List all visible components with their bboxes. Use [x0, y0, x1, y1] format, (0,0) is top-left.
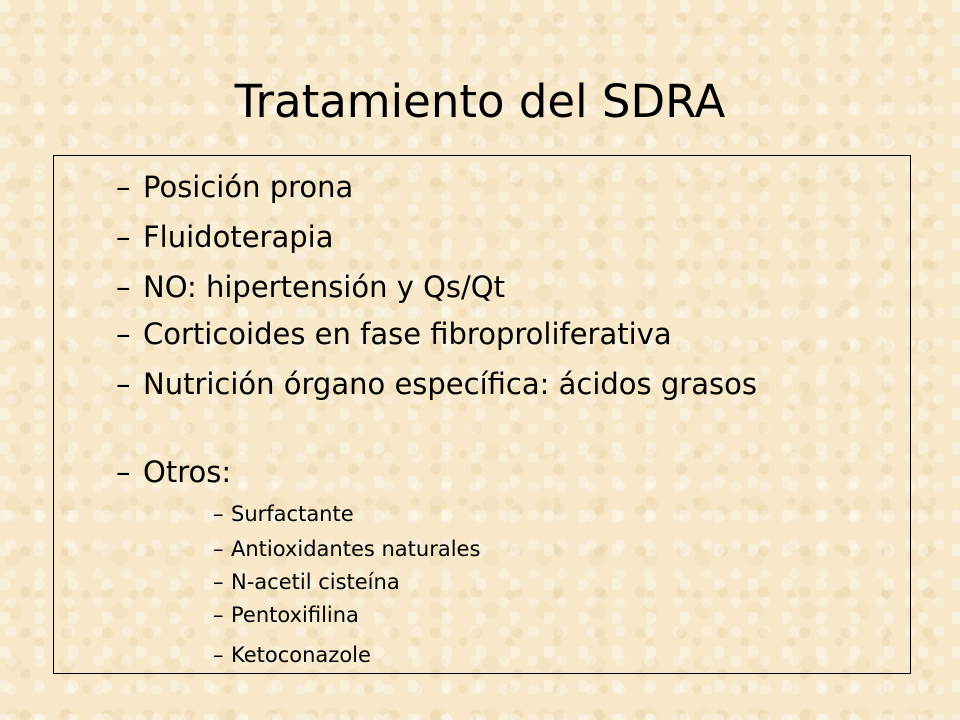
sub-bullet-item: [213, 501, 813, 527]
bullet-dash: –: [116, 367, 131, 401]
bullet-dash: –: [116, 220, 131, 254]
bullet-text: Fluidoterapia: [143, 220, 334, 254]
sub-bullet-dash: –: [213, 603, 224, 627]
bullet-item: [116, 456, 856, 488]
bullet-dash: –: [116, 317, 131, 351]
sub-bullet-item: [213, 569, 813, 595]
bullet-dash: –: [116, 270, 131, 304]
sub-bullet-dash: –: [213, 502, 224, 526]
sub-bullet-dash: –: [213, 537, 224, 561]
sub-bullet-item: [213, 642, 813, 668]
sub-bullet-text: Antioxidantes naturales: [231, 537, 481, 561]
sub-bullet-item: [213, 602, 813, 628]
bullet-item: [116, 271, 856, 303]
sub-bullet-text: Ketoconazole: [231, 643, 371, 667]
bullet-item: [116, 221, 856, 253]
sub-bullet-text: Pentoxifilina: [231, 603, 359, 627]
slide-title: Tratamiento del SDRA: [234, 75, 726, 128]
bullet-item: [116, 368, 856, 400]
sub-bullet-text: N-acetil cisteína: [231, 570, 400, 594]
bullet-dash: –: [116, 455, 131, 489]
bullet-text: Corticoides en fase fibroproliferativa: [143, 317, 672, 351]
sub-bullet-text: Surfactante: [231, 502, 354, 526]
bullet-item: [116, 318, 856, 350]
bullet-dash: –: [116, 170, 131, 204]
bullet-item: [116, 171, 856, 203]
bullet-text: NO: hipertensión y Qs/Qt: [143, 270, 505, 304]
bullet-text: Nutrición órgano específica: ácidos grasos: [143, 367, 757, 401]
sub-bullet-dash: –: [213, 570, 224, 594]
sub-bullet-dash: –: [213, 643, 224, 667]
bullet-text: Posición prona: [143, 170, 354, 204]
bullet-text: Otros:: [143, 455, 232, 489]
sub-bullet-item: [213, 536, 813, 562]
content-box: [53, 155, 911, 674]
